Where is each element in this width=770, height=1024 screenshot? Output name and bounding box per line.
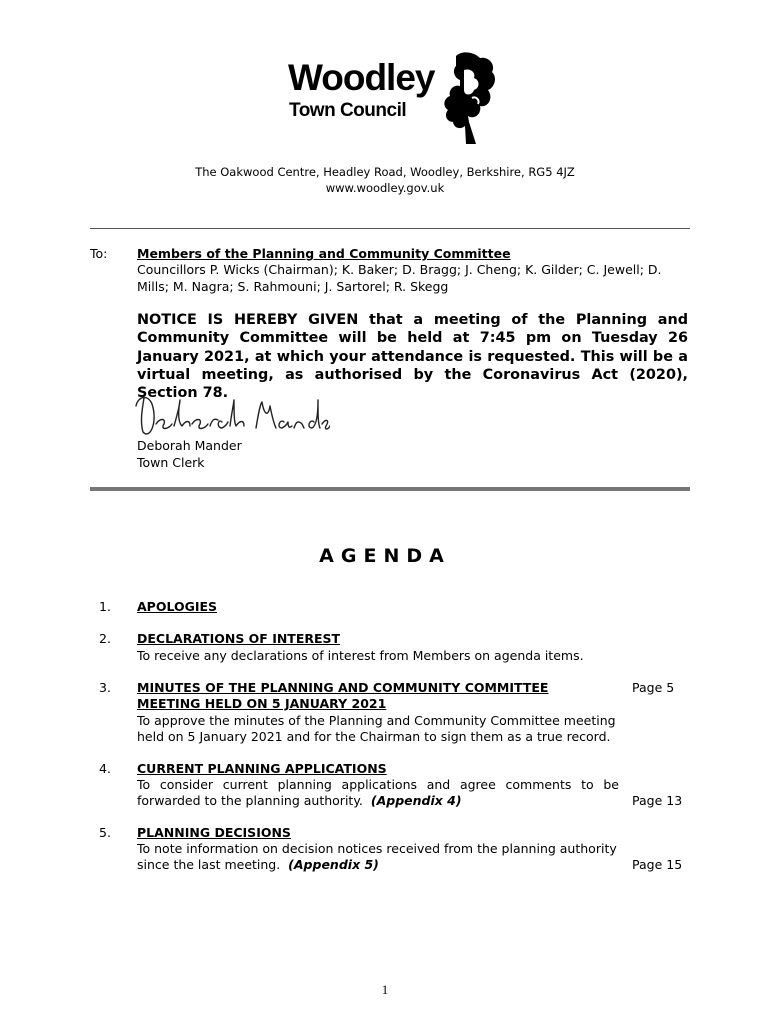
logo-woodley-text: Woodley	[288, 57, 435, 98]
agenda-item-page-ref: Page 15	[632, 857, 683, 872]
notice-divider	[90, 487, 690, 491]
agenda-item-heading: APOLOGIES	[137, 599, 218, 614]
appendix-reference: (Appendix 5)	[288, 857, 379, 872]
agenda-item-heading: MINUTES OF THE PLANNING AND COMMUNITY COMMITTEE MEETING HELD ON 5 JANUARY 2021	[137, 680, 549, 711]
logo-town-council-text: Town Council	[289, 100, 407, 121]
agenda-item-number: 1.	[99, 599, 111, 614]
agenda-item-page-ref: Page 13	[632, 793, 683, 808]
agenda-item-number: 5.	[99, 825, 111, 840]
tree-icon	[436, 50, 498, 148]
council-address: The Oakwood Centre, Headley Road, Woodley, Berkshire, RG5 4JZ	[195, 165, 575, 179]
agenda-item-number: 4.	[99, 761, 111, 776]
agenda-item-description: To approve the minutes of the Planning and Community Committee meeting held on 5 January 2021 and for the Chairman to sign them as a true record.	[137, 713, 616, 744]
council-website: www.woodley.gov.uk	[325, 181, 445, 195]
handwritten-signature	[134, 386, 330, 442]
agenda-title: AGENDA	[319, 545, 451, 567]
councillor-list: Councillors P. Wicks (Chairman); K. Baker; D. Bragg; J. Cheng; K. Gilder; C. Jewell; D. Mills; M. Nagra; S. Rahmouni; J. Sartorel; R. Skegg	[137, 262, 662, 294]
agenda-item-number: 2.	[99, 631, 111, 646]
agenda-item-page-ref: Page 5	[632, 680, 675, 695]
agenda-item-number: 3.	[99, 680, 111, 695]
agenda-item-heading: PLANNING DECISIONS	[137, 825, 291, 840]
agenda-item-text: To note information on decision notices received from the planning authority since the last meeting.	[137, 841, 617, 872]
agenda-item-description	[137, 841, 619, 873]
meeting-notice: NOTICE IS HEREBY GIVEN that a meeting of the Planning and Community Committee will be held at 7:45 pm on Tuesday 26 January 2021, at which your attendance is requested. This will be a virtual meeting, as authorised by the Coronavirus Act (2020), Section 78.	[137, 312, 688, 402]
signatory-name: Deborah Mander	[137, 438, 242, 453]
header-divider	[90, 228, 690, 229]
page-number: 1	[381, 982, 389, 997]
signatory-title: Town Clerk	[137, 455, 205, 470]
agenda-item-description	[137, 777, 619, 809]
woodley-town-council-logo	[286, 50, 498, 148]
committee-title: Members of the Planning and Community Committee	[137, 246, 511, 261]
appendix-reference: (Appendix 4)	[370, 793, 462, 808]
agenda-item-heading: DECLARATIONS OF INTEREST	[137, 631, 341, 646]
agenda-item-heading: CURRENT PLANNING APPLICATIONS	[137, 761, 387, 776]
agenda-item-text: To consider current planning applications and agree comments to be forwarded to the planning authority.	[137, 777, 619, 808]
to-label: To:	[90, 246, 108, 261]
agenda-item-description: To receive any declarations of interest from Members on agenda items.	[137, 648, 584, 663]
